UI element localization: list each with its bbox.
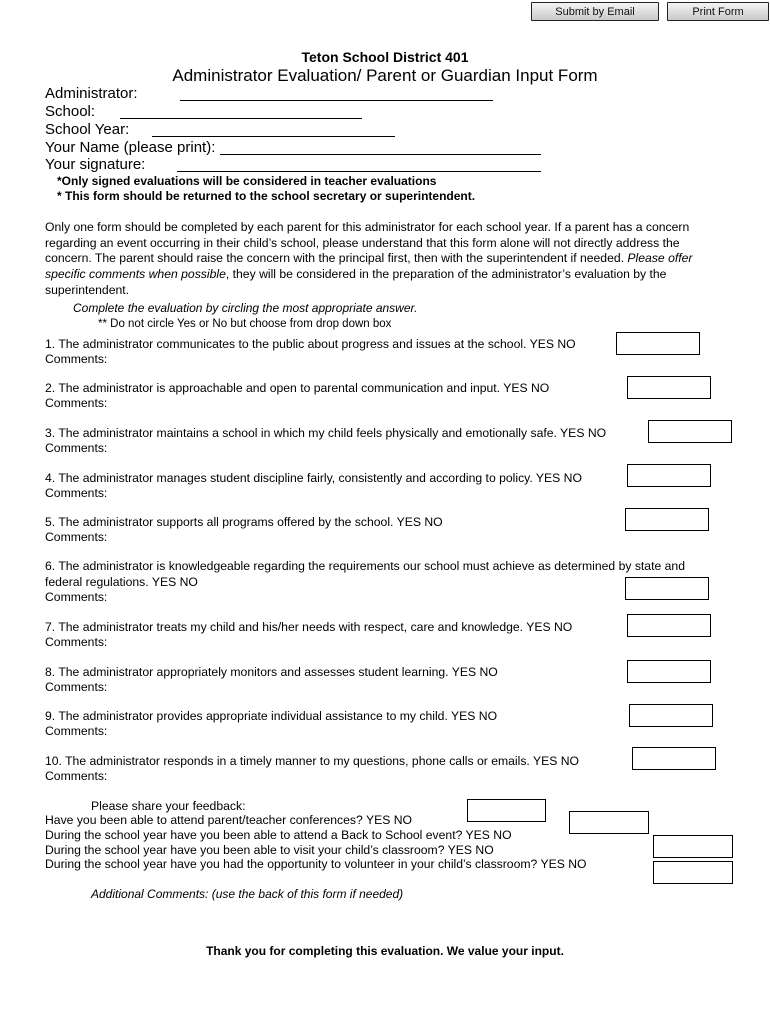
question-7-text: 7. The administrator treats my child and his/her needs with respect, care and knowledge. YES NO [45,620,573,634]
print-form-button[interactable]: Print Form [667,2,769,21]
feedback-q4-dropdown[interactable] [653,861,733,884]
question-2-comments: Comments: [45,396,108,410]
administrator-field[interactable] [180,100,493,101]
question-1-dropdown[interactable] [616,332,700,355]
question-6-text-line2: federal regulations. YES NO [45,575,198,589]
your-name-field[interactable] [220,154,541,155]
question-1-text: 1. The administrator communicates to the public about progress and issues at the school. YES NO [45,337,576,351]
question-4-dropdown[interactable] [627,464,711,487]
question-10-dropdown[interactable] [632,747,716,770]
school-label: School: [45,103,96,120]
feedback-q3-dropdown[interactable] [653,835,733,858]
additional-comments-note: Additional Comments: (use the back of this form if needed) [91,887,404,901]
school-year-field[interactable] [152,136,395,137]
your-name-label: Your Name (please print): [45,139,216,156]
your-signature-label: Your signature: [45,156,146,173]
question-3-text: 3. The administrator maintains a school in which my child feels physically and emotionally safe. YES NO [45,426,607,440]
return-note: * This form should be returned to the school secretary or superintendent. [57,189,476,203]
question-9-text: 9. The administrator provides appropriate individual assistance to my child. YES NO [45,709,498,723]
feedback-q2-dropdown[interactable] [569,811,649,834]
question-9-dropdown[interactable] [629,704,713,727]
school-year-label: School Year: [45,121,130,138]
district-title: Teton School District 401 [301,49,469,65]
feedback-q3-text: During the school year have you been able to visit your child’s classroom? YES NO [45,843,494,857]
question-5-text: 5. The administrator supports all programs offered by the school. YES NO [45,515,443,529]
intro-paragraph [45,220,725,299]
question-4-text: 4. The administrator manages student discipline fairly, consistently and according to policy. YES NO [45,471,582,485]
instruction: Complete the evaluation by circling the most appropriate answer. [73,301,418,315]
feedback-intro: Please share your feedback: [91,799,246,813]
question-4-comments: Comments: [45,486,108,500]
question-2-text: 2. The administrator is approachable and open to parental communication and input. YES NO [45,381,550,395]
question-8-comments: Comments: [45,680,108,694]
your-signature-field[interactable] [177,171,541,172]
question-8-dropdown[interactable] [627,660,711,683]
question-5-comments: Comments: [45,530,108,544]
intro-text-italic: Please offer specific comments when possible [45,251,693,282]
signed-only-note: *Only signed evaluations will be considered in teacher evaluations [57,174,437,188]
question-9-comments: Comments: [45,724,108,738]
question-10-text: 10. The administrator responds in a timely manner to my questions, phone calls or emails. YES NO [45,754,580,768]
question-3-dropdown[interactable] [648,420,732,443]
feedback-q1-dropdown[interactable] [467,799,546,822]
question-1-comments: Comments: [45,352,108,366]
question-7-dropdown[interactable] [627,614,711,637]
question-10-comments: Comments: [45,769,108,783]
school-field[interactable] [120,118,362,119]
question-6-text: 6. The administrator is knowledgeable regarding the requirements our school must achieve as determined by state and [45,559,685,573]
question-2-dropdown[interactable] [627,376,711,399]
form-title: Administrator Evaluation/ Parent or Guardian Input Form [172,66,598,85]
submit-by-email-button[interactable]: Submit by Email [531,2,659,21]
feedback-q1-text: Have you been able to attend parent/teacher conferences? YES NO [45,813,412,827]
question-6-dropdown[interactable] [625,577,709,600]
dropdown-note: ** Do not circle Yes or No but choose from drop down box [98,318,392,330]
question-3-comments: Comments: [45,441,108,455]
question-6-comments: Comments: [45,590,108,604]
thank-you-message: Thank you for completing this evaluation. We value your input. [206,944,564,958]
intro-text-1: Only one form should be completed by each parent for this administrator for each school year. If a parent has a concern regarding an event occurring in their child’s school, please understand that this form alone will not directly address the concern. The parent should raise the concern with the principal first, then with the superintendent if needed. [45,220,690,266]
question-8-text: 8. The administrator appropriately monitors and assesses student learning. YES NO [45,665,498,679]
intro-text-2: , they will be considered in the preparation of the administrator’s evaluation by the superintendent. [45,267,667,297]
feedback-q4-text: During the school year have you had the opportunity to volunteer in your child’s classroom? YES NO [45,857,587,871]
administrator-label: Administrator: [45,85,138,102]
feedback-q2-text: During the school year have you been able to attend a Back to School event? YES NO [45,828,512,842]
question-5-dropdown[interactable] [625,508,709,531]
question-7-comments: Comments: [45,635,108,649]
